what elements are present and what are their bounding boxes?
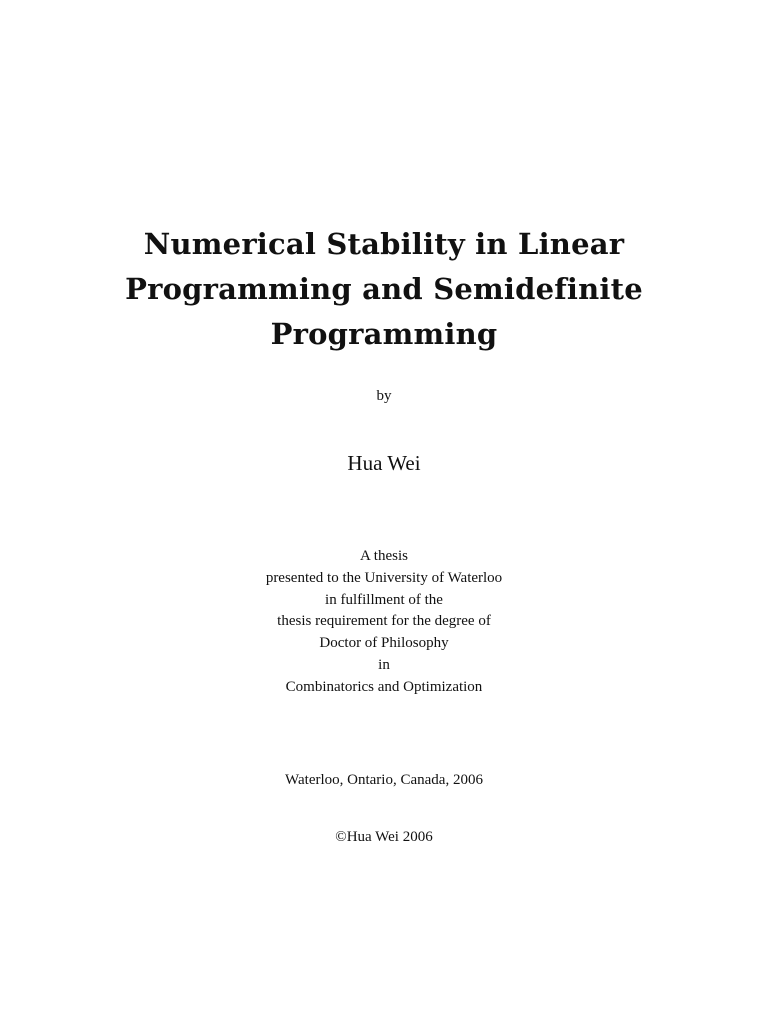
statement-line: in fulfillment of the bbox=[325, 591, 443, 608]
thesis-title bbox=[0, 222, 768, 357]
title-line: Programming and Semidefinite bbox=[125, 272, 643, 306]
by-text: by bbox=[376, 388, 392, 404]
author-name: Hua Wei bbox=[347, 451, 421, 475]
copyright-notice: ©Hua Wei 2006 bbox=[335, 829, 433, 845]
place-and-year: Waterloo, Ontario, Canada, 2006 bbox=[285, 772, 483, 788]
statement-line: Doctor of Philosophy bbox=[319, 635, 449, 652]
thesis-statement bbox=[0, 546, 768, 699]
statement-line: thesis requirement for the degree of bbox=[277, 613, 491, 630]
statement-line: in bbox=[378, 656, 390, 673]
statement-line: presented to the University of Waterloo bbox=[265, 569, 503, 586]
title-line: Programming bbox=[270, 317, 498, 351]
title-line: Numerical Stability in Linear bbox=[143, 227, 625, 261]
statement-line: A thesis bbox=[360, 548, 408, 564]
statement-line: Combinatorics and Optimization bbox=[285, 678, 483, 695]
